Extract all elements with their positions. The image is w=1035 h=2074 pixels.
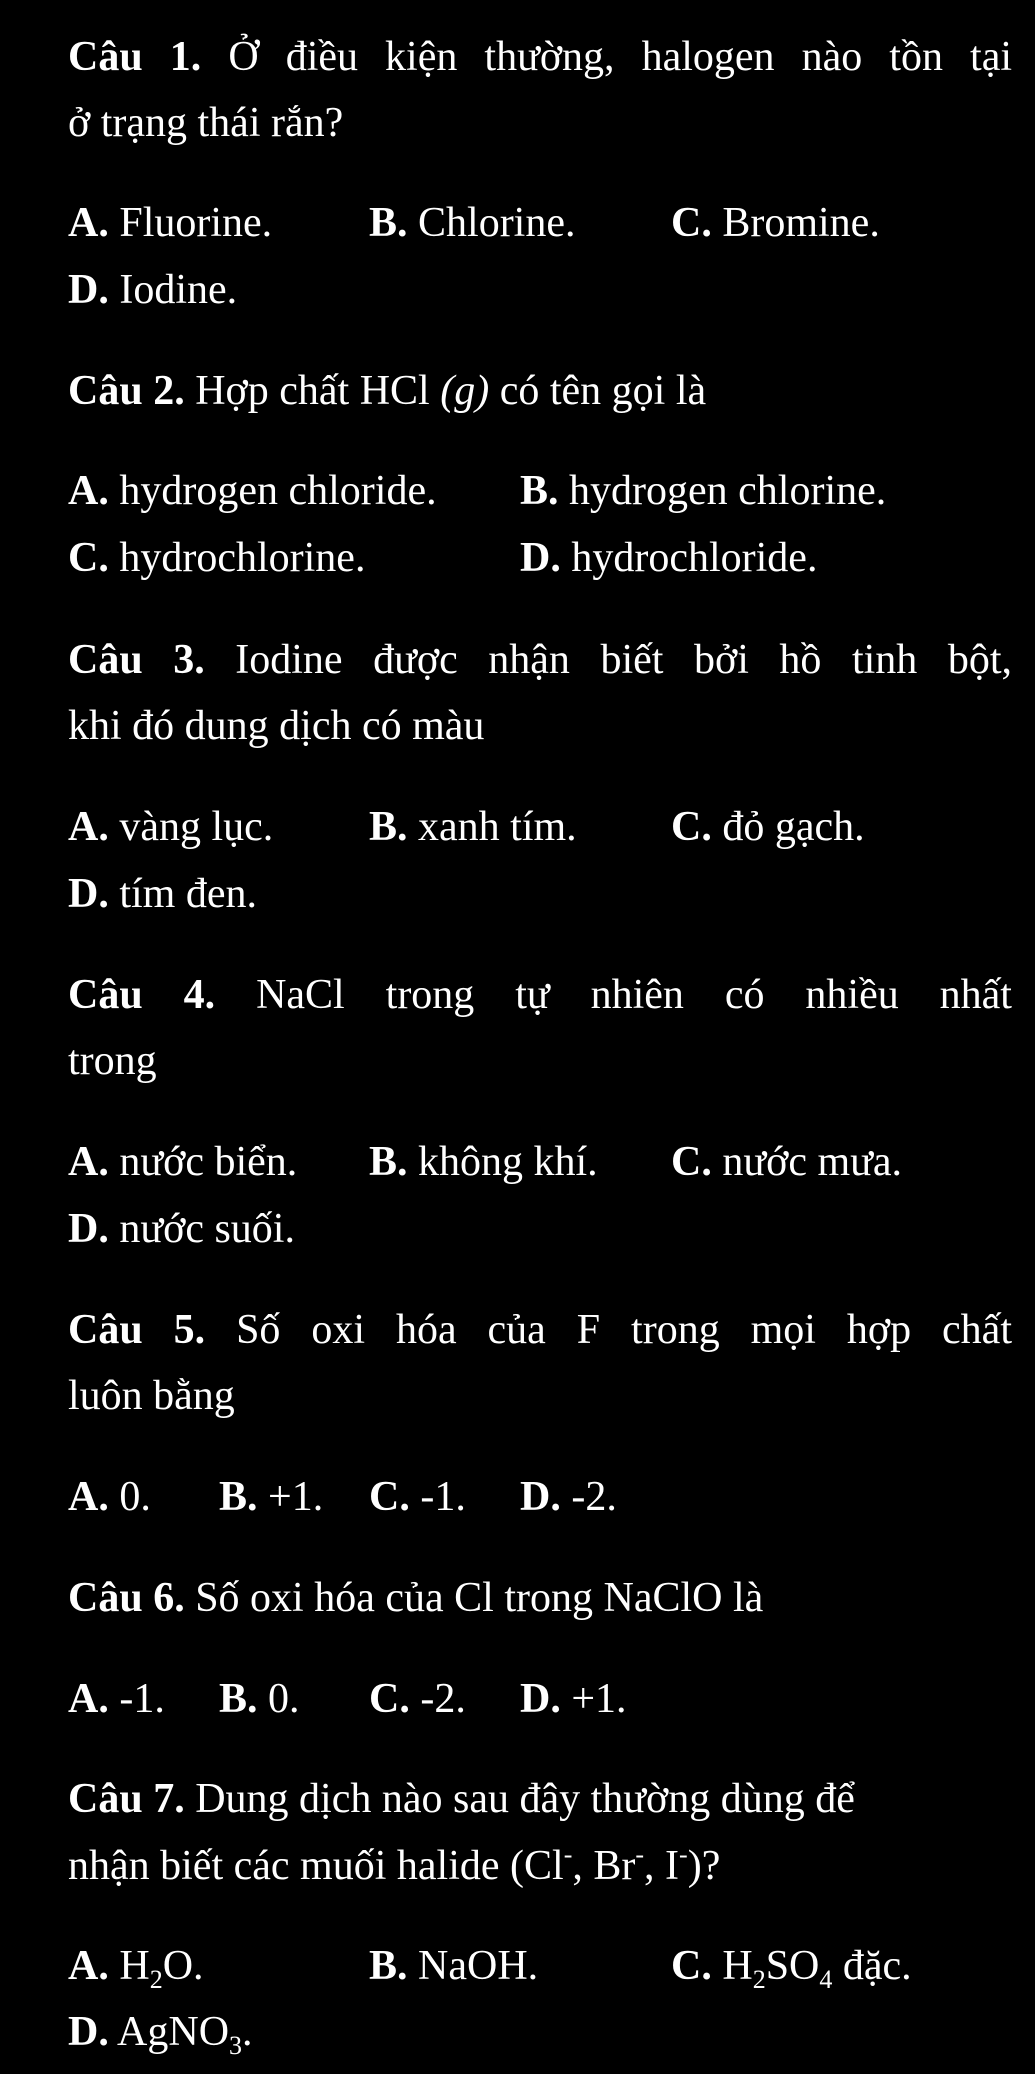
option-text: tím đen. [119,871,257,917]
question-4-option-b[interactable] [369,1141,598,1183]
option-text: nước suối. [119,1206,295,1252]
option-text: nước biển. [119,1139,298,1185]
option-letter: B. [369,200,408,246]
formula-h: H [722,1943,753,1989]
option-text: Iodine. [119,267,238,313]
option-text: NaOH. [418,1943,539,1989]
question-6-option-b[interactable] [219,1678,300,1720]
option-text: vàng lục. [119,804,274,850]
option-letter: C. [671,200,712,246]
question-1-label: Câu 1. [68,34,202,80]
question-6-stem-line-1 [68,1577,763,1619]
option-letter: B. [369,804,408,850]
question-1-option-d[interactable] [68,269,237,311]
option-text: đỏ gạch. [722,804,865,850]
formula-rest: O. [162,1943,204,1989]
formula-subscript: 4 [819,1965,833,1994]
question-3-option-d[interactable] [68,873,257,915]
question-4-stem-text-1: NaCl trong tự nhiên có nhiều nhất [256,972,1012,1018]
question-7-option-c[interactable] [671,1943,912,1994]
option-letter: A. [68,1943,109,1989]
option-letter: D. [68,267,109,313]
question-7-stem-line-2 [68,1840,721,1889]
option-letter: D. [68,2009,109,2055]
option-letter: D. [520,535,561,581]
question-4-label: Câu 4. [68,972,216,1018]
option-letter: B. [520,468,559,514]
ion-separator: , [572,1843,594,1889]
option-text: hydrogen chlorine. [569,468,887,514]
formula-so: SO [765,1943,820,1989]
question-5-option-a[interactable] [68,1476,151,1518]
question-2-option-b[interactable] [520,470,886,512]
option-letter: D. [520,1676,561,1722]
option-text: hydrogen chloride. [119,468,437,514]
question-4-stem-line-2: trong [68,1038,157,1084]
stem-prefix: nhận biết các muối halide ( [68,1843,524,1889]
question-7-label: Câu 7. [68,1776,185,1822]
option-text: -2. [571,1474,617,1520]
question-2-stem-italic: (g) [440,368,490,414]
question-5-label: Câu 5. [68,1307,206,1353]
question-6-option-c[interactable] [369,1678,466,1720]
option-text: 0. [119,1474,151,1520]
option-text: +1. [571,1676,627,1722]
question-1-stem-line-2: ở trạng thái rắn? [68,100,344,146]
question-2-option-c[interactable] [68,537,365,579]
question-2-stem-before: Hợp chất HCl [195,368,430,414]
option-letter: A. [68,1474,109,1520]
question-5-option-b[interactable] [219,1476,323,1518]
option-text: không khí. [418,1139,598,1185]
question-2-stem-after: có tên gọi là [499,368,707,414]
ion-separator: , [644,1843,666,1889]
question-4-stem-line-1 [68,974,1012,1016]
question-6-option-d[interactable] [520,1678,627,1720]
question-7-stem-line-1 [68,1778,855,1820]
option-letter: B. [219,1474,258,1520]
question-1-option-b[interactable] [369,202,576,244]
option-letter: C. [671,804,712,850]
option-letter: C. [671,1943,712,1989]
option-letter: B. [219,1676,258,1722]
question-2-stem-line-1 [68,370,706,412]
option-letter: D. [68,1206,109,1252]
option-letter: C. [671,1139,712,1185]
option-text: xanh tím. [418,804,577,850]
question-2-label: Câu 2. [68,368,185,414]
ion-charge: - [563,1840,573,1869]
question-2-option-a[interactable] [68,470,437,512]
question-5-stem-line-1 [68,1309,1012,1351]
ion-charge: - [679,1840,688,1869]
option-text: -1. [119,1676,165,1722]
option-letter: C. [68,535,109,581]
option-text: hydrochloride. [571,535,818,581]
question-3-option-b[interactable] [369,806,577,848]
question-2-option-d[interactable] [520,537,817,579]
ion-bromide: Br [593,1843,636,1889]
question-6-stem-text-1: Số oxi hóa của Cl trong NaClO là [195,1575,764,1621]
question-5-option-c[interactable] [369,1476,466,1518]
option-text: 0. [268,1676,300,1722]
question-3-option-a[interactable] [68,806,273,848]
question-1-stem-line-1 [68,36,1012,78]
ion-charge: - [635,1840,645,1869]
option-letter: A. [68,1139,109,1185]
formula-subscript: 2 [752,1965,766,1994]
question-6-option-a[interactable] [68,1678,165,1720]
option-text: Chlorine. [418,200,576,246]
formula-agno: AgNO [117,2009,230,2055]
formula-subscript: 3 [229,2031,243,2060]
question-7-option-a[interactable] [68,1943,204,1994]
ion-iodide: I [665,1843,680,1889]
question-3-stem-line-1 [68,639,1012,681]
formula-rest: . [242,2009,253,2055]
question-7-option-b[interactable] [369,1945,538,1987]
formula-subscript: 2 [149,1965,163,1994]
option-letter: B. [369,1139,408,1185]
question-4-option-c[interactable] [671,1141,902,1183]
option-letter: C. [369,1676,410,1722]
option-text: Bromine. [722,200,880,246]
question-4-option-a[interactable] [68,1141,297,1183]
question-5-stem-text-1: Số oxi hóa của F trong mọi hợp chất [236,1307,1012,1353]
question-5-option-d[interactable] [520,1476,617,1518]
option-letter: A. [68,468,109,514]
stem-suffix: )? [687,1843,721,1889]
question-1-option-a[interactable] [68,202,272,244]
option-text: +1. [268,1474,324,1520]
option-letter: A. [68,200,109,246]
option-text: -2. [420,1676,466,1722]
option-text: nước mưa. [722,1139,903,1185]
question-7-option-d[interactable] [68,2009,253,2060]
option-letter: A. [68,1676,109,1722]
option-letter: C. [369,1474,410,1520]
option-text: -1. [420,1474,466,1520]
question-5-stem-line-2: luôn bằng [68,1373,235,1419]
option-letter: B. [369,1943,408,1989]
question-3-option-c[interactable] [671,806,865,848]
formula-rest: đặc. [832,1943,912,1989]
question-3-stem-text-1: Iodine được nhận biết bởi hồ tinh bột, [235,637,1012,683]
formula-h: H [119,1943,150,1989]
question-4-option-d[interactable] [68,1208,295,1250]
question-1-stem-text-1: Ở điều kiện thường, halogen nào tồn tại [228,34,1013,80]
option-text: hydrochlorine. [119,535,366,581]
question-6-label: Câu 6. [68,1575,185,1621]
question-3-label: Câu 3. [68,637,205,683]
question-7-stem-text-1: Dung dịch nào sau đây thường dùng để [195,1776,855,1822]
option-letter: D. [520,1474,561,1520]
ion-chloride: Cl [524,1843,564,1889]
option-text: Fluorine. [119,200,273,246]
question-1-option-c[interactable] [671,202,880,244]
option-letter: D. [68,871,109,917]
question-3-stem-line-2: khi đó dung dịch có màu [68,703,485,749]
option-letter: A. [68,804,109,850]
